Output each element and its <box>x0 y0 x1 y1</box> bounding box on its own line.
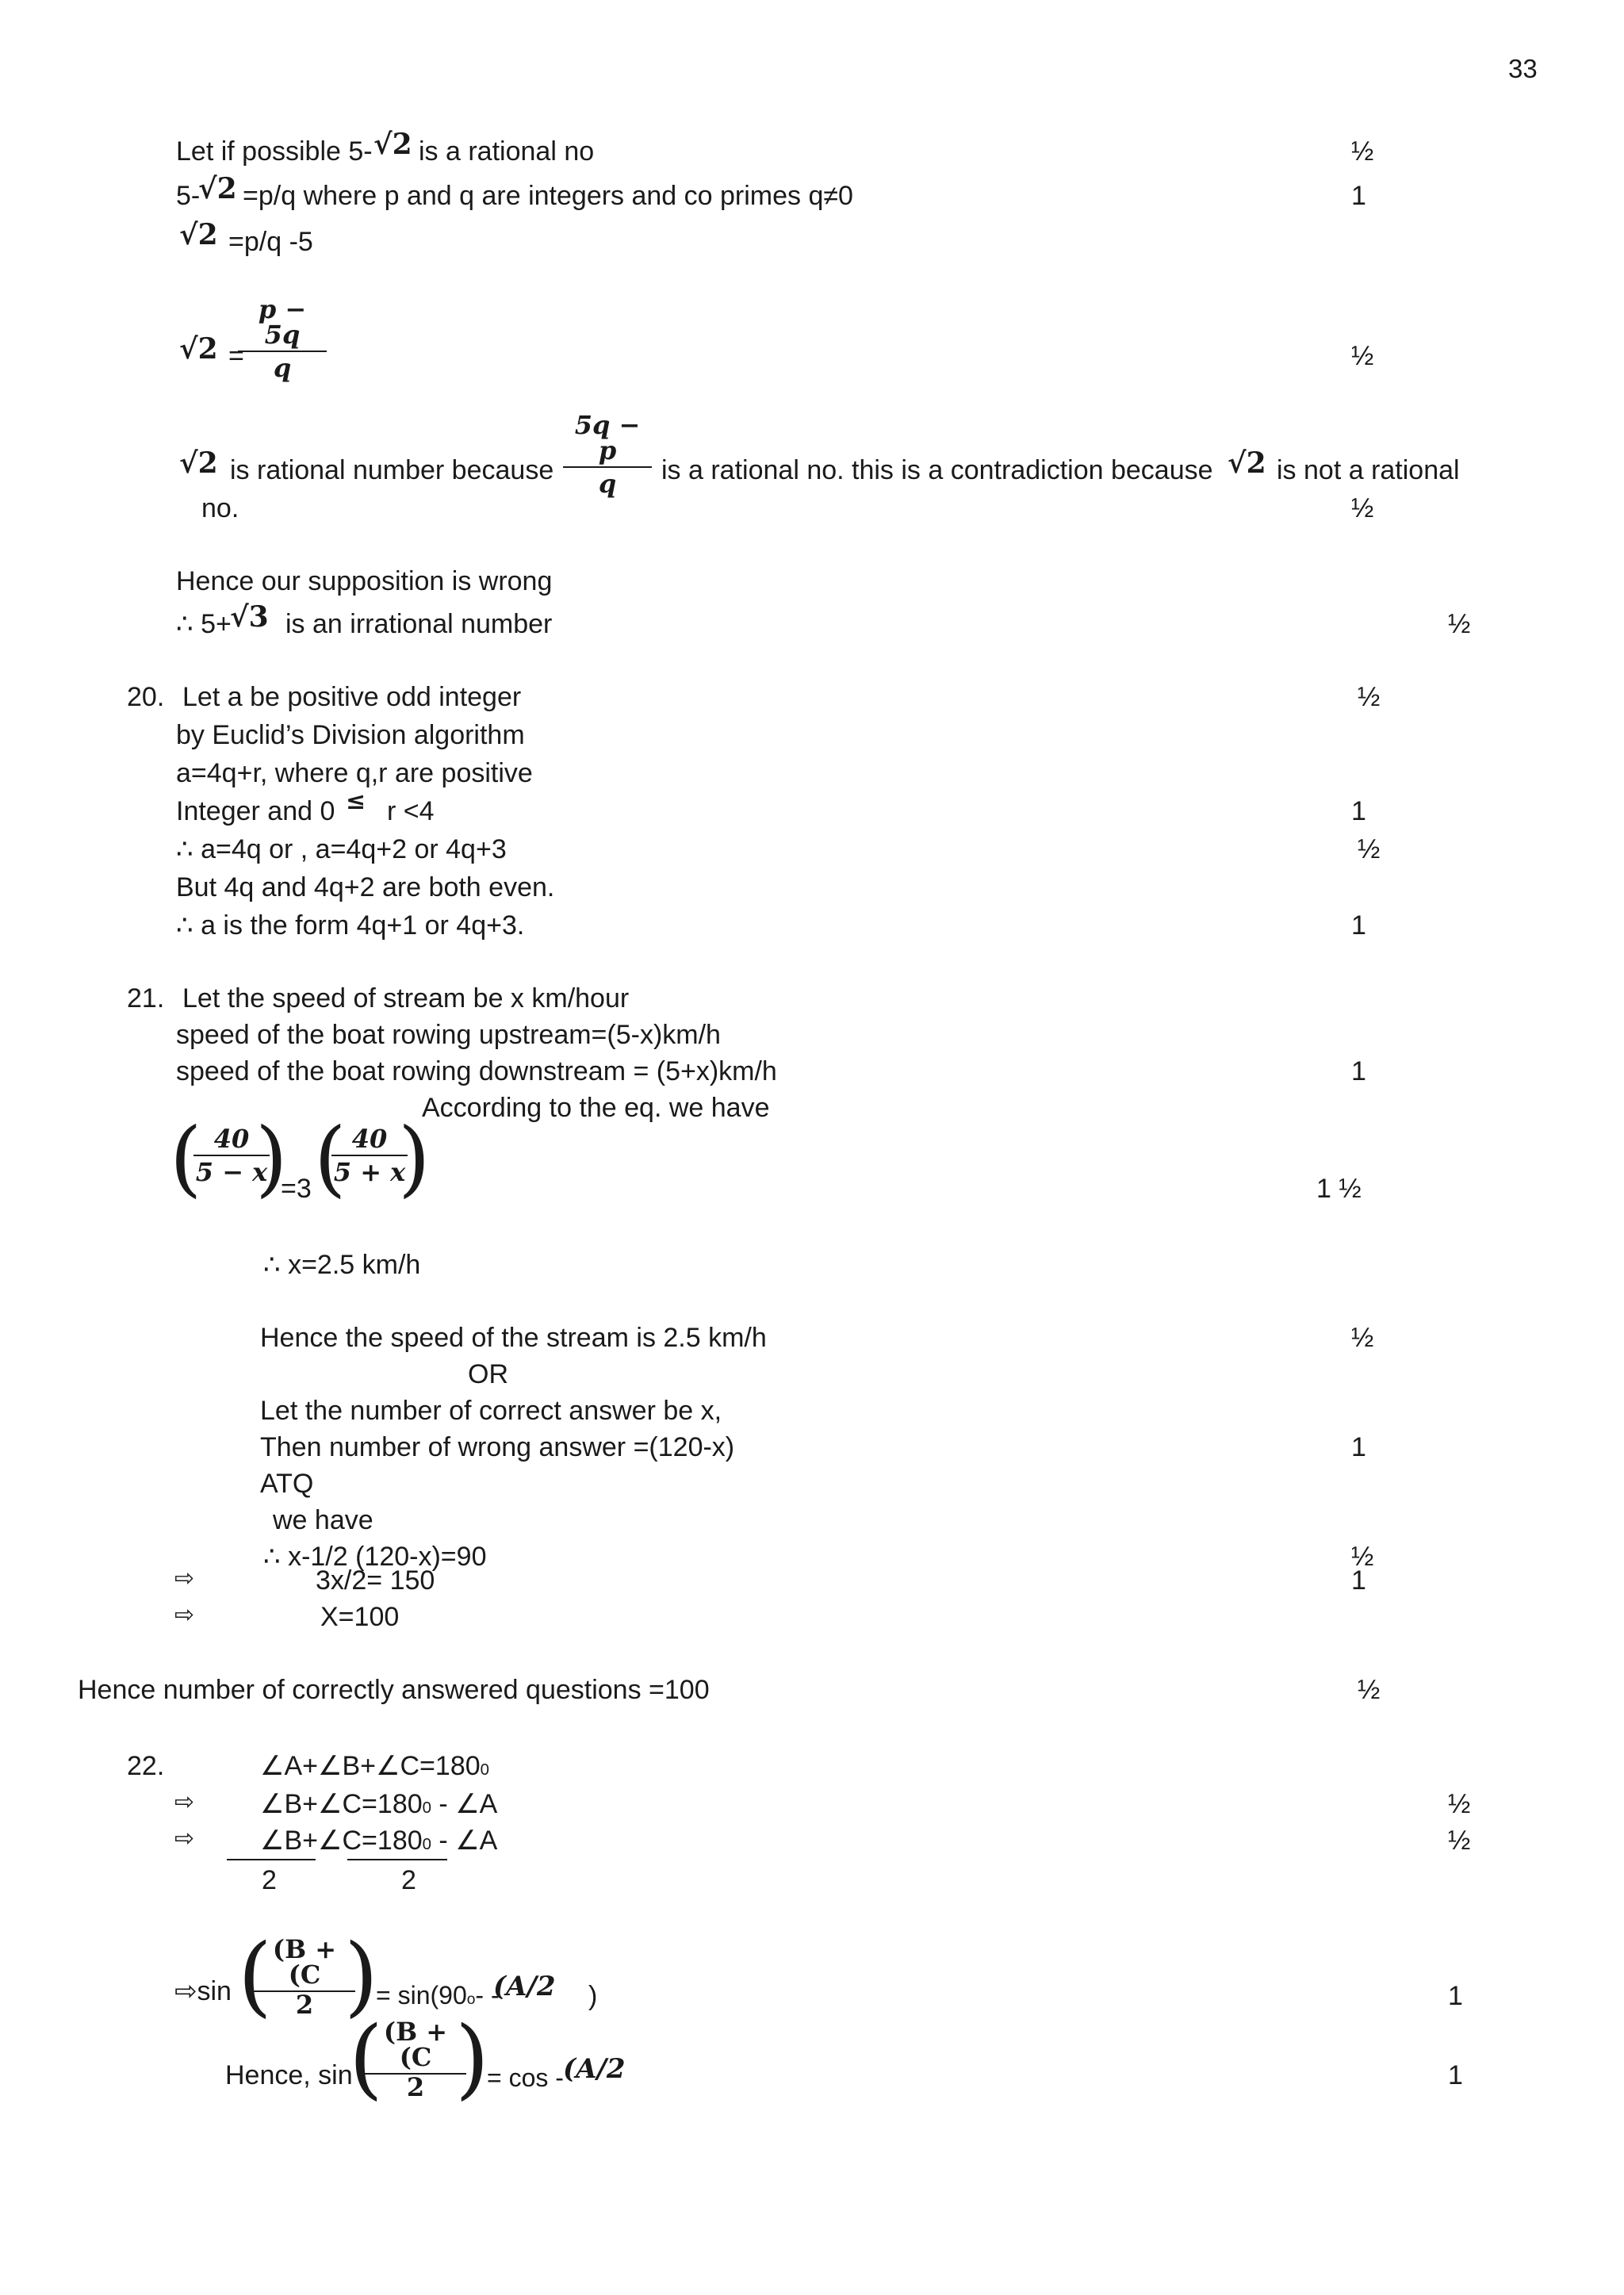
left-paren: ( <box>238 1925 272 2026</box>
denominator-2: 2 <box>401 1865 416 1895</box>
angle-b-c: ∠B+∠C=180 <box>260 1826 423 1856</box>
a-over-2: (A/2 <box>493 1971 556 2002</box>
q22-line5-hence: Hence, sin <box>225 2060 353 2090</box>
implies-arrow-icon: ⇨ <box>174 1825 195 1852</box>
fraction-denominator: 5 + x <box>333 1157 406 1187</box>
q21-line11: ∴ x-1/2 (120-x)=90 <box>263 1542 487 1572</box>
minus-angle-a: - ∠A <box>431 1826 498 1856</box>
mark: ½ <box>1448 1826 1471 1856</box>
q19-line7: Hence our supposition is wrong <box>176 566 553 596</box>
mark: ½ <box>1448 609 1471 639</box>
q22-line3 <box>260 1827 497 1854</box>
mark: 1 <box>1351 796 1366 826</box>
question-number: 22. <box>127 1751 165 1781</box>
angle-sum: ∠A+∠B+∠C=180 <box>260 1751 481 1781</box>
a-over-2: (A/2 <box>563 2053 626 2085</box>
q21-conclusion: Hence number of correctly answered questions =100 <box>78 1675 710 1705</box>
fraction-40-over-5-plus-x <box>331 1126 408 1185</box>
mark: ½ <box>1351 1323 1374 1353</box>
or-separator: OR <box>468 1359 508 1389</box>
q21-line12: 3x/2= 150 <box>316 1565 435 1596</box>
q21-line9: ATQ <box>260 1469 314 1499</box>
mark: 1 <box>1448 2060 1463 2090</box>
q21-line7: Let the number of correct answer be x, <box>260 1396 722 1426</box>
degree-sup: o <box>466 1991 476 2008</box>
q19-line2-a: 5- <box>176 181 201 211</box>
left-paren: ( <box>170 1109 202 1206</box>
q19-line8-b: is an irrational number <box>285 609 553 639</box>
q20-line2: by Euclid’s Division algorithm <box>176 720 525 750</box>
q21-line13: X=100 <box>320 1602 400 1632</box>
q21-line5: ∴ x=2.5 km/h <box>263 1250 421 1280</box>
fraction-bar <box>347 1859 447 1860</box>
mark: ½ <box>1358 834 1381 864</box>
mark: ½ <box>1358 1675 1381 1705</box>
closing-paren: ) <box>588 1981 598 2011</box>
q20-line4-a: Integer and 0 <box>176 796 335 826</box>
q22-line2 <box>260 1791 497 1818</box>
fraction-numerator: p − 5q <box>238 297 327 352</box>
fraction-numerator: (B + (C <box>254 1937 355 1992</box>
q21-line8: Then number of wrong answer =(120-x) <box>260 1432 735 1462</box>
q22-line4-rhs <box>376 1983 500 2008</box>
left-paren: ( <box>349 2007 383 2109</box>
right-paren: ) <box>398 1109 431 1206</box>
fraction-bar <box>227 1859 316 1860</box>
question-number: 20. <box>127 682 165 712</box>
q19-line4-eq: = <box>228 341 244 371</box>
fraction-b-plus-c-over-2 <box>365 2019 466 2100</box>
fraction-denominator: 2 <box>406 2072 425 2102</box>
q22-line1 <box>260 1753 489 1780</box>
fraction-p-minus-5q-over-q <box>238 294 327 383</box>
sqrt2-symbol: √2 <box>179 218 218 251</box>
question-number: 21. <box>127 983 165 1013</box>
q19-line1-b: is a rational no <box>419 136 595 167</box>
fraction-denominator: 2 <box>295 1990 314 2020</box>
mark: 1 <box>1351 910 1366 941</box>
minus-angle-a: - ∠A <box>431 1789 498 1819</box>
right-paren: ) <box>255 1109 288 1206</box>
q20-line7: ∴ a is the form 4q+1 or 4q+3. <box>176 910 525 941</box>
fraction-b-plus-c-over-2 <box>254 1934 355 2020</box>
q19-line8-a: ∴ 5+ <box>176 609 232 639</box>
sqrt2-symbol: √2 <box>179 332 218 366</box>
fraction-5q-minus-p-over-q <box>563 410 652 499</box>
cos-text: = cos - <box>487 2063 564 2092</box>
q22-line4-sin: ⇨sin <box>174 1976 232 2006</box>
sin-90: = sin(90 <box>376 1981 467 2010</box>
mark: ½ <box>1351 1542 1374 1572</box>
angle-b-c: ∠B+∠C=180 <box>260 1789 423 1819</box>
degree-sup: 0 <box>422 1799 431 1817</box>
equation-equals-3: =3 <box>281 1174 312 1204</box>
sqrt2-symbol: √2 <box>198 172 237 205</box>
implies-arrow-icon: ⇨ <box>174 1601 195 1629</box>
q20-line5: ∴ a=4q or , a=4q+2 or 4q+3 <box>176 834 507 864</box>
q21-line6: Hence the speed of the stream is 2.5 km/h <box>260 1323 767 1353</box>
q20-line6: But 4q and 4q+2 are both even. <box>176 872 555 902</box>
fraction-numerator: 40 <box>331 1126 408 1156</box>
q20-line1: Let a be positive odd integer <box>182 682 522 712</box>
mark: 1 <box>1448 1981 1463 2011</box>
right-paren: ) <box>455 2007 489 2109</box>
fraction-denominator: 5 − x <box>195 1157 268 1187</box>
implies-arrow-icon: ⇨ <box>174 1788 195 1816</box>
left-paren: ( <box>314 1109 347 1206</box>
q19-line5-a: is rational number because <box>230 455 554 485</box>
mark: 1 ½ <box>1316 1174 1362 1204</box>
mark: ½ <box>1351 136 1374 167</box>
q19-line5-b: is a rational no. this is a contradiction because <box>661 455 1213 485</box>
q20-line4-b: r <4 <box>387 796 435 826</box>
mark: ½ <box>1448 1789 1471 1819</box>
q21-line10: we have <box>273 1505 373 1535</box>
q19-line5-c: is not a rational <box>1277 455 1460 485</box>
q19-line3: =p/q -5 <box>228 227 313 257</box>
fraction-numerator: 40 <box>193 1126 270 1156</box>
mark: ½ <box>1351 341 1374 371</box>
sqrt2-symbol: √2 <box>1228 446 1266 480</box>
q21-line4: According to the eq. we have <box>422 1093 770 1123</box>
mark: ½ <box>1351 493 1374 523</box>
q21-line3: speed of the boat rowing downstream = (5+x)km/h <box>176 1056 777 1086</box>
sqrt2-symbol: √2 <box>373 128 412 161</box>
q21-line2: speed of the boat rowing upstream=(5-x)km/h <box>176 1020 721 1050</box>
q19-line6: no. <box>201 493 239 523</box>
sqrt2-symbol: √2 <box>179 446 218 480</box>
mark: 1 <box>1351 181 1366 211</box>
fraction-denominator: q <box>598 469 617 499</box>
degree-sup: 0 <box>422 1836 431 1853</box>
implies-arrow-icon: ⇨ <box>174 1565 195 1592</box>
q21-line1: Let the speed of stream be x km/hour <box>182 983 630 1013</box>
degree-sup: 0 <box>480 1761 489 1779</box>
fraction-numerator: 5q − p <box>563 412 652 468</box>
fraction-numerator: (B + (C <box>365 2019 466 2075</box>
mark: 1 <box>1351 1432 1366 1462</box>
less-equal-symbol: ≤ <box>346 787 366 815</box>
fraction-denominator: q <box>273 353 292 383</box>
minus-sign: - - <box>475 1981 500 2010</box>
q19-line1-a: Let if possible 5- <box>176 136 373 167</box>
mark: 1 <box>1351 1056 1366 1086</box>
q19-line2-b: =p/q where p and q are integers and co primes q≠0 <box>243 181 853 211</box>
sqrt3-symbol: √3 <box>230 600 269 634</box>
page-number: 33 <box>1508 54 1538 83</box>
right-paren: ) <box>344 1925 378 2026</box>
mark: ½ <box>1358 682 1381 712</box>
denominator-2: 2 <box>262 1865 277 1895</box>
mark: 1 <box>1351 1565 1366 1596</box>
q20-line3: a=4q+r, where q,r are positive <box>176 758 533 788</box>
